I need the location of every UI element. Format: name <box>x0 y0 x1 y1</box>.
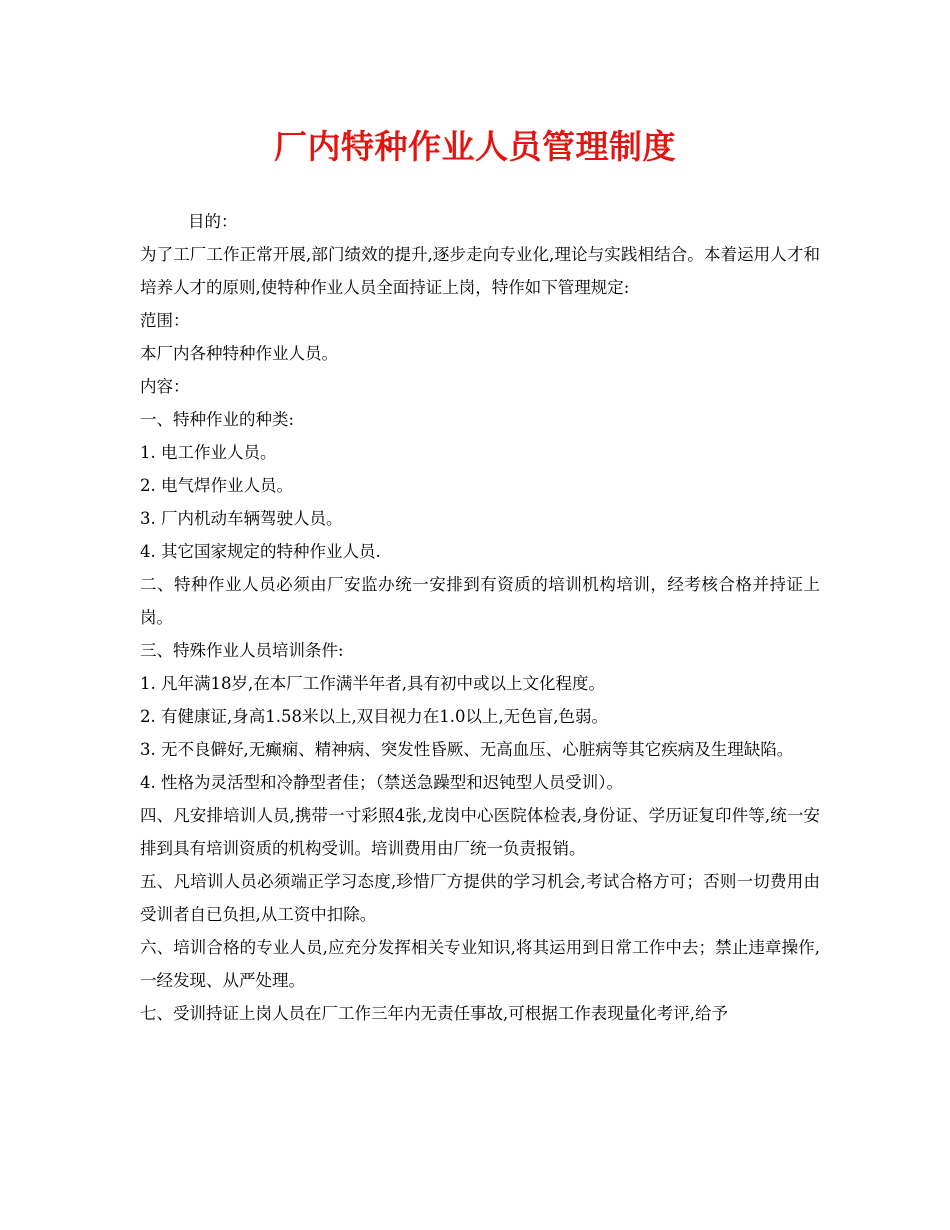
paragraph-content-heading: 内容： <box>140 377 190 396</box>
paragraph-purpose-heading: 目的： <box>188 212 238 231</box>
list-item: 2. 电气焊作业人员。 <box>140 476 293 495</box>
section-2-text: 二、特种作业人员必须由厂安监办统一安排到有资质的培训机构培训，经考核合格并持证上岗。 <box>140 575 820 627</box>
list-item: 1. 凡年满18岁,在本厂工作满半年者,具有初中或以上文化程度。 <box>140 674 605 693</box>
section-6-text: 六、培训合格的专业人员,应充分发挥相关专业知识,将其运用到日常工作中去；禁止违章操作,一经发现、从严处理。 <box>140 938 820 990</box>
list-item: 3. 厂内机动车辆驾驶人员。 <box>140 509 343 528</box>
section-7-text: 七、受训持证上岗人员在厂工作三年内无责任事故,可根据工作表现量化考评,给予 <box>140 1004 728 1023</box>
section-5-text: 五、凡培训人员必须端正学习态度,珍惜厂方提供的学习机会,考试合格方可；否则一切费用由受训者自已负担,从工资中扣除。 <box>140 872 820 924</box>
list-item: 2. 有健康证,身高1.58米以上,双目视力在1.0以上,无色盲,色弱。 <box>140 707 608 726</box>
list-item: 4. 性格为灵活型和冷静型者佳；（禁送急躁型和迟钝型人员受训）。 <box>140 773 623 792</box>
document-title: 厂内特种作业人员管理制度 <box>274 127 676 166</box>
section-4-text: 四、凡安排培训人员,携带一寸彩照4张,龙岗中心医院体检表,身份证、学历证复印件等,统一安排到具有培训资质的机构受训。培训费用由厂统一负责报销。 <box>140 806 820 858</box>
list-item: 4. 其它国家规定的特种作业人员. <box>140 542 381 561</box>
list-item: 3. 无不良僻好,无癫痫、精神病、突发性昏厥、无高血压、心脏病等其它疾病及生理缺陷。 <box>140 740 794 759</box>
document-body <box>140 205 820 1030</box>
section-1-heading: 一、特种作业的种类: <box>140 410 295 429</box>
paragraph-scope-text: 本厂内各种特种作业人员。 <box>140 344 338 363</box>
paragraph-scope-heading: 范围： <box>140 311 190 330</box>
paragraph-purpose-text: 为了工厂工作正常开展,部门绩效的提升,逐步走向专业化,理论与实践相结合。本着运用人才和培养人才的原则,使特种作业人员全面持证上岗，特作如下管理规定: <box>140 245 820 297</box>
list-item: 1. 电工作业人员。 <box>140 443 277 462</box>
section-3-heading: 三、特殊作业人员培训条件: <box>140 641 344 660</box>
